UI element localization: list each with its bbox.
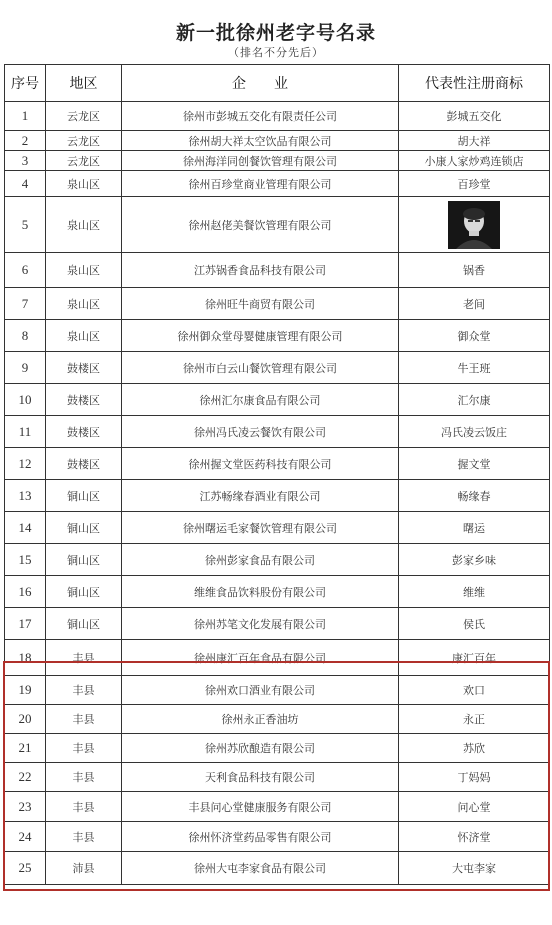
row-number: 9 xyxy=(5,352,46,384)
row-company: 徐州怀济堂药品零售有限公司 xyxy=(122,822,399,852)
row-number: 20 xyxy=(5,705,46,734)
row-district: 鼓楼区 xyxy=(46,384,122,416)
table-row xyxy=(5,416,550,448)
row-company: 徐州赵佬美餐饮管理有限公司 xyxy=(122,197,399,253)
table-row xyxy=(5,352,550,384)
row-company: 维维食品饮料股份有限公司 xyxy=(122,576,399,608)
row-trademark: 胡大祥 xyxy=(399,131,550,151)
row-number: 19 xyxy=(5,676,46,705)
table-row xyxy=(5,171,550,197)
row-district: 泉山区 xyxy=(46,320,122,352)
table-row xyxy=(5,734,550,763)
row-company: 徐州欢口酒业有限公司 xyxy=(122,676,399,705)
header-trademark: 代表性注册商标 xyxy=(399,65,550,102)
row-trademark: 问心堂 xyxy=(399,792,550,822)
row-district: 铜山区 xyxy=(46,576,122,608)
row-number: 4 xyxy=(5,171,46,197)
row-company: 徐州彭家食品有限公司 xyxy=(122,544,399,576)
row-company: 徐州永正香油坊 xyxy=(122,705,399,734)
table-row xyxy=(5,288,550,320)
row-trademark: 苏欣 xyxy=(399,734,550,763)
row-trademark xyxy=(399,197,550,253)
row-district: 鼓楼区 xyxy=(46,448,122,480)
page-title: 新一批徐州老字号名录 xyxy=(175,22,376,44)
header-company: 企 业 xyxy=(122,65,399,102)
table-row xyxy=(5,131,550,151)
table-row xyxy=(5,448,550,480)
table-row xyxy=(5,676,550,705)
row-number: 25 xyxy=(5,852,46,885)
row-trademark: 百珍堂 xyxy=(399,171,550,197)
row-trademark: 握文堂 xyxy=(399,448,550,480)
row-company: 徐州握文堂医药科技有限公司 xyxy=(122,448,399,480)
row-district: 泉山区 xyxy=(46,288,122,320)
row-number: 24 xyxy=(5,822,46,852)
table-row xyxy=(5,852,550,885)
row-district: 丰县 xyxy=(46,676,122,705)
row-number: 12 xyxy=(5,448,46,480)
row-company: 徐州苏笔文化发展有限公司 xyxy=(122,608,399,640)
table-row xyxy=(5,544,550,576)
row-company: 江苏畅缘春酒业有限公司 xyxy=(122,480,399,512)
row-number: 6 xyxy=(5,253,46,288)
row-number: 7 xyxy=(5,288,46,320)
table-row xyxy=(5,608,550,640)
row-number: 14 xyxy=(5,512,46,544)
row-number: 21 xyxy=(5,734,46,763)
row-company: 徐州冯氏凌云餐饮有限公司 xyxy=(122,416,399,448)
row-district: 鼓楼区 xyxy=(46,352,122,384)
row-company: 徐州汇尔康食品有限公司 xyxy=(122,384,399,416)
row-district: 丰县 xyxy=(46,822,122,852)
row-trademark: 大屯李家 xyxy=(399,852,550,885)
table-row xyxy=(5,480,550,512)
row-company: 徐州市白云山餐饮管理有限公司 xyxy=(122,352,399,384)
header-district: 地区 xyxy=(46,65,122,102)
row-number: 22 xyxy=(5,763,46,792)
row-number: 23 xyxy=(5,792,46,822)
table-row xyxy=(5,640,550,676)
row-number: 16 xyxy=(5,576,46,608)
row-district: 云龙区 xyxy=(46,151,122,171)
row-number: 2 xyxy=(5,131,46,151)
row-company: 徐州康汇百年食品有限公司 xyxy=(122,640,399,676)
row-company: 天利食品科技有限公司 xyxy=(122,763,399,792)
row-district: 铜山区 xyxy=(46,608,122,640)
table-row xyxy=(5,705,550,734)
row-district: 沛县 xyxy=(46,852,122,885)
row-trademark: 丁妈妈 xyxy=(399,763,550,792)
row-trademark: 御众堂 xyxy=(399,320,550,352)
row-company: 徐州旺牛商贸有限公司 xyxy=(122,288,399,320)
row-district: 泉山区 xyxy=(46,171,122,197)
row-trademark: 曙运 xyxy=(399,512,550,544)
table-row xyxy=(5,576,550,608)
row-trademark: 彭城五交化 xyxy=(399,102,550,131)
row-company: 徐州胡大祥太空饮品有限公司 xyxy=(122,131,399,151)
row-trademark: 侯氏 xyxy=(399,608,550,640)
row-company: 徐州苏欣酿造有限公司 xyxy=(122,734,399,763)
row-district: 铜山区 xyxy=(46,480,122,512)
row-trademark: 冯氏凌云饭庄 xyxy=(399,416,550,448)
table-row xyxy=(5,512,550,544)
row-company: 徐州御众堂母婴健康管理有限公司 xyxy=(122,320,399,352)
row-number: 18 xyxy=(5,640,46,676)
table-row xyxy=(5,320,550,352)
row-company: 丰县问心堂健康服务有限公司 xyxy=(122,792,399,822)
row-trademark: 永正 xyxy=(399,705,550,734)
table-row xyxy=(5,151,550,171)
row-number: 11 xyxy=(5,416,46,448)
row-district: 云龙区 xyxy=(46,102,122,131)
row-district: 丰县 xyxy=(46,734,122,763)
row-number: 5 xyxy=(5,197,46,253)
row-number: 15 xyxy=(5,544,46,576)
row-trademark: 老间 xyxy=(399,288,550,320)
row-district: 泉山区 xyxy=(46,253,122,288)
table-row xyxy=(5,384,550,416)
row-district: 铜山区 xyxy=(46,544,122,576)
row-district: 丰县 xyxy=(46,705,122,734)
row-trademark: 小康人家炒鸡连锁店 xyxy=(399,151,550,171)
table-row xyxy=(5,102,550,131)
header-number: 序号 xyxy=(5,65,46,102)
row-district: 鼓楼区 xyxy=(46,416,122,448)
row-district: 云龙区 xyxy=(46,131,122,151)
brand-list-table xyxy=(4,64,550,885)
row-district: 丰县 xyxy=(46,792,122,822)
row-trademark: 欢口 xyxy=(399,676,550,705)
row-trademark: 康汇百年 xyxy=(399,640,550,676)
row-number: 1 xyxy=(5,102,46,131)
row-trademark: 怀济堂 xyxy=(399,822,550,852)
row-trademark: 牛王班 xyxy=(399,352,550,384)
row-company: 徐州大屯李家食品有限公司 xyxy=(122,852,399,885)
row-number: 10 xyxy=(5,384,46,416)
table-header-row xyxy=(5,65,550,102)
row-company: 徐州海洋同创餐饮管理有限公司 xyxy=(122,151,399,171)
row-trademark: 彭家乡味 xyxy=(399,544,550,576)
row-company: 江苏锅香食品科技有限公司 xyxy=(122,253,399,288)
row-number: 17 xyxy=(5,608,46,640)
row-company: 徐州曙运毛家餐饮管理有限公司 xyxy=(122,512,399,544)
row-company: 徐州百珍堂商业管理有限公司 xyxy=(122,171,399,197)
row-district: 铜山区 xyxy=(46,512,122,544)
row-trademark: 畅缘春 xyxy=(399,480,550,512)
row-company: 徐州市彭城五交化有限责任公司 xyxy=(122,102,399,131)
table-row xyxy=(5,197,550,253)
portrait-trademark-image xyxy=(448,201,500,249)
row-trademark: 锅香 xyxy=(399,253,550,288)
table-row xyxy=(5,763,550,792)
row-number: 13 xyxy=(5,480,46,512)
row-trademark: 维维 xyxy=(399,576,550,608)
row-number: 3 xyxy=(5,151,46,171)
row-number: 8 xyxy=(5,320,46,352)
row-trademark: 汇尔康 xyxy=(399,384,550,416)
table-row xyxy=(5,253,550,288)
page-subtitle: （排名不分先后） xyxy=(228,46,324,59)
table-row xyxy=(5,792,550,822)
table-row xyxy=(5,822,550,852)
row-district: 丰县 xyxy=(46,640,122,676)
row-district: 泉山区 xyxy=(46,197,122,253)
row-district: 丰县 xyxy=(46,763,122,792)
